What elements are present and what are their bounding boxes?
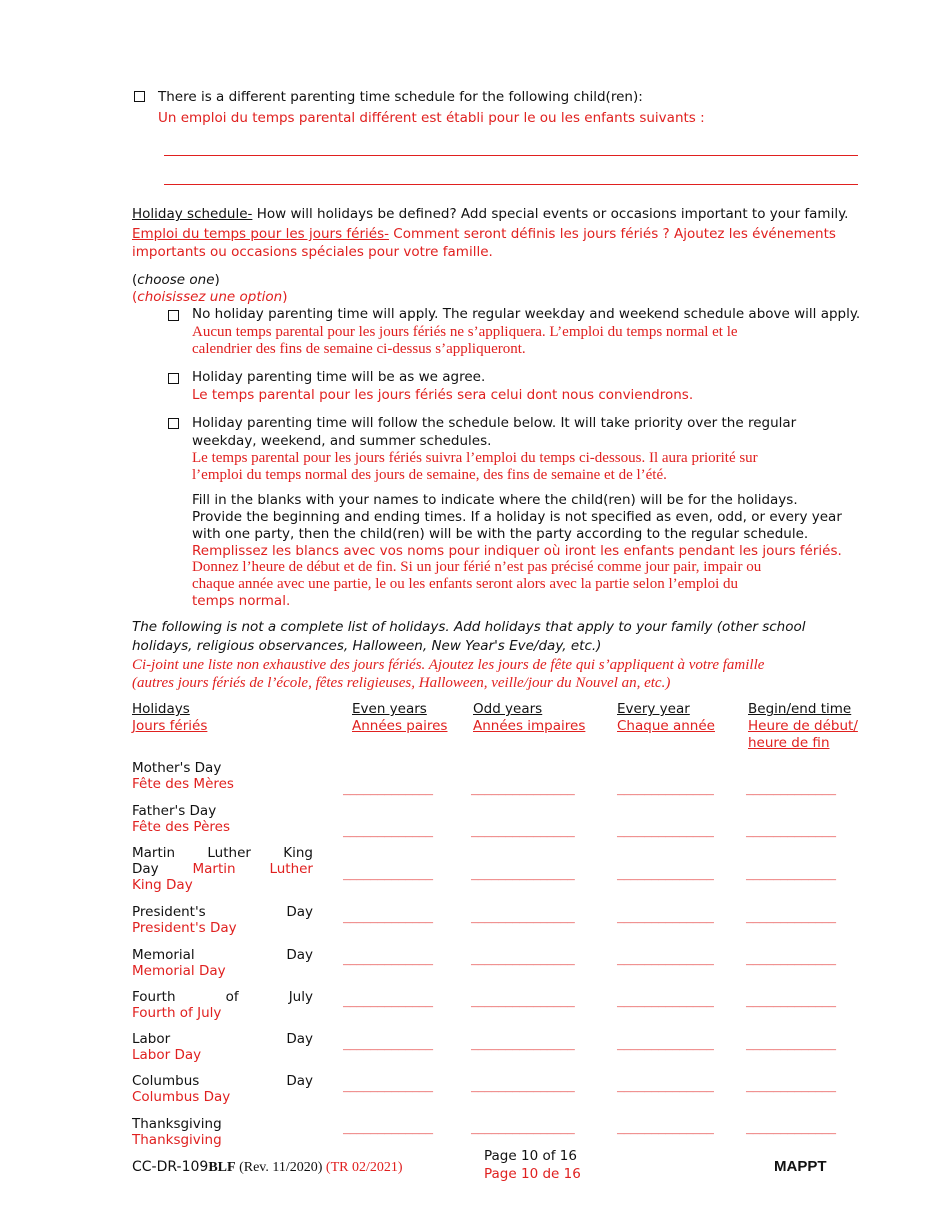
every-year-blank[interactable]: ______________ bbox=[617, 912, 714, 926]
holiday-name-suffix: Day bbox=[286, 947, 313, 963]
holiday-name bbox=[132, 989, 313, 1005]
option-as-agreed-label-fr: Le temps parental pour les jours fériés sera celui dont nous conviendrons. bbox=[192, 387, 694, 403]
holiday-name-fr-part: Luther bbox=[269, 861, 313, 877]
holiday-name bbox=[132, 845, 313, 861]
every-year-blank[interactable]: ______________ bbox=[617, 954, 714, 968]
fill-instructions-1: Fill in the blanks with your names to indicate where the child(ren) will be for the holidays. bbox=[192, 492, 798, 508]
header-even-fr: Années paires bbox=[352, 718, 448, 734]
option-as-agreed-checkbox[interactable] bbox=[168, 372, 179, 388]
holiday-name-fr: Thanksgiving bbox=[132, 1132, 222, 1148]
holiday-name-part: President's bbox=[132, 904, 206, 920]
even-years-blank[interactable]: _____________ bbox=[343, 996, 433, 1010]
fill-instructions-fr-1: Remplissez les blancs avec vos noms pour indiquer où iront les enfants pendant les jours fériés. bbox=[192, 543, 842, 559]
holiday-name-part: King bbox=[283, 845, 313, 861]
header-odd-fr: Années impaires bbox=[473, 718, 586, 734]
option-schedule-below-checkbox[interactable] bbox=[168, 417, 179, 433]
header-time-fr-2: heure de fin bbox=[748, 735, 830, 751]
begin-end-time-blank[interactable]: _____________ bbox=[746, 912, 836, 926]
header-even-years bbox=[352, 701, 447, 735]
holiday-name bbox=[132, 1073, 313, 1089]
header-holidays-en: Holidays bbox=[132, 701, 190, 717]
every-year-blank[interactable]: ______________ bbox=[617, 1123, 714, 1137]
header-every-fr: Chaque année bbox=[617, 718, 715, 734]
form-suffix: BLF bbox=[208, 1160, 236, 1175]
holiday-name-fr: Fête des Mères bbox=[132, 776, 234, 792]
choose-one: (choose one) bbox=[132, 272, 220, 288]
even-years-blank[interactable]: _____________ bbox=[343, 784, 433, 798]
header-begin-end-time bbox=[748, 701, 858, 752]
every-year-blank[interactable]: ______________ bbox=[617, 869, 714, 883]
fill-instructions-fr-4: temps normal. bbox=[192, 593, 291, 609]
option-schedule-below-label-fr-2: l’emploi du temps normal des jours de semaine, des fins de semaine et de l’été. bbox=[192, 467, 667, 483]
holiday-name: Father's Day bbox=[132, 803, 217, 819]
table-row bbox=[132, 989, 313, 1021]
holiday-name-suffix: Day bbox=[132, 861, 159, 877]
checkbox-icon[interactable] bbox=[168, 373, 179, 384]
begin-end-time-blank[interactable]: _____________ bbox=[746, 996, 836, 1010]
holiday-name: Thanksgiving bbox=[132, 1116, 222, 1132]
holiday-note-fr-1: Ci-joint une liste non exhaustive des jours fériés. Ajoutez les jours de fête qui s’appliquent à votre famille bbox=[132, 657, 765, 673]
every-year-blank[interactable]: ______________ bbox=[617, 1039, 714, 1053]
fill-instructions-fr-3: chaque année avec une partie, le ou les enfants seront alors avec la partie selon l’emploi du bbox=[192, 576, 739, 592]
checkbox-icon[interactable] bbox=[168, 418, 179, 429]
header-every-en: Every year bbox=[617, 701, 690, 717]
table-row bbox=[132, 947, 313, 979]
holiday-schedule-title: Holiday schedule- bbox=[132, 206, 253, 222]
option-no-holiday-label: No holiday parenting time will apply. The regular weekday and weekend schedule above will apply. bbox=[192, 306, 861, 322]
even-years-blank[interactable]: _____________ bbox=[343, 1039, 433, 1053]
header-time-en: Begin/end time bbox=[748, 701, 852, 717]
holiday-name-part: Labor bbox=[132, 1031, 171, 1047]
footer-form-id bbox=[132, 1159, 403, 1176]
fill-instructions-2: Provide the beginning and ending times. If a holiday is not specified as even, odd, or every year bbox=[192, 509, 842, 525]
holiday-schedule-heading-fr bbox=[132, 226, 836, 242]
holiday-schedule-title-fr: Emploi du temps pour les jours fériés- bbox=[132, 226, 389, 242]
begin-end-time-blank[interactable]: _____________ bbox=[746, 1081, 836, 1095]
form-code: MAPPT bbox=[774, 1158, 827, 1175]
table-row bbox=[132, 904, 313, 936]
table-row bbox=[132, 1116, 222, 1148]
even-years-blank[interactable]: _____________ bbox=[343, 1081, 433, 1095]
odd-years-blank[interactable]: _______________ bbox=[471, 1123, 575, 1137]
option-schedule-below-label-fr-1: Le temps parental pour les jours fériés suivra l’emploi du temps ci-dessous. Il aura priorité sur bbox=[192, 450, 758, 466]
holiday-name-fr: Memorial Day bbox=[132, 963, 226, 979]
begin-end-time-blank[interactable]: _____________ bbox=[746, 784, 836, 798]
every-year-blank[interactable]: ______________ bbox=[617, 1081, 714, 1095]
odd-years-blank[interactable]: _______________ bbox=[471, 784, 575, 798]
choose-one-fr: (choisissez une option) bbox=[132, 289, 288, 305]
page-number: Page 10 of 16 bbox=[484, 1148, 577, 1164]
holiday-name-part: Memorial bbox=[132, 947, 195, 963]
begin-end-time-blank[interactable]: _____________ bbox=[746, 1039, 836, 1053]
checkbox-icon[interactable] bbox=[134, 91, 145, 102]
holiday-name-fr: Fête des Pères bbox=[132, 819, 230, 835]
even-years-blank[interactable]: _____________ bbox=[343, 912, 433, 926]
odd-years-blank[interactable]: _______________ bbox=[471, 869, 575, 883]
choose-one-text: choose one bbox=[137, 272, 215, 288]
holiday-schedule-heading bbox=[132, 206, 848, 222]
even-years-blank[interactable]: _____________ bbox=[343, 869, 433, 883]
choose-one-text-fr: choisissez une option bbox=[137, 289, 283, 305]
begin-end-time-blank[interactable]: _____________ bbox=[746, 826, 836, 840]
header-holidays bbox=[132, 701, 207, 735]
holiday-name-part: Martin bbox=[132, 845, 176, 861]
every-year-blank[interactable]: ______________ bbox=[617, 784, 714, 798]
holiday-name-suffix: Day bbox=[286, 904, 313, 920]
table-row bbox=[132, 803, 230, 835]
header-holidays-fr: Jours fériés bbox=[132, 718, 208, 734]
holiday-name-part: of bbox=[225, 989, 239, 1005]
form-translation-revision: (TR 02/2021) bbox=[325, 1160, 403, 1175]
every-year-blank[interactable]: ______________ bbox=[617, 996, 714, 1010]
option-as-agreed-label: Holiday parenting time will be as we agree. bbox=[192, 369, 486, 385]
holiday-name-suffix: Day bbox=[286, 1073, 313, 1089]
header-odd-en: Odd years bbox=[473, 701, 543, 717]
form-revision: (Rev. 11/2020) bbox=[235, 1160, 326, 1175]
odd-years-blank[interactable]: _______________ bbox=[471, 1039, 575, 1053]
holiday-name-suffix: July bbox=[288, 989, 313, 1005]
holiday-name-part: Columbus bbox=[132, 1073, 200, 1089]
children-input-line-2[interactable] bbox=[164, 184, 858, 185]
option-schedule-below-label-1: Holiday parenting time will follow the schedule below. It will take priority over the regular bbox=[192, 415, 797, 431]
different-schedule-label: There is a different parenting time schedule for the following child(ren): bbox=[158, 89, 643, 105]
page-number-fr: Page 10 de 16 bbox=[484, 1166, 581, 1182]
holiday-name-fr: President's Day bbox=[132, 920, 237, 936]
odd-years-blank[interactable]: _______________ bbox=[471, 954, 575, 968]
header-every-year bbox=[617, 701, 715, 735]
holiday-name bbox=[132, 947, 313, 963]
fill-instructions-fr-2: Donnez l’heure de début et de fin. Si un jour férié n’est pas précisé comme jour pair, impair ou bbox=[192, 559, 762, 575]
header-time-fr-1: Heure de début/ bbox=[748, 718, 858, 734]
header-odd-years bbox=[473, 701, 585, 735]
begin-end-time-blank[interactable]: _____________ bbox=[746, 869, 836, 883]
begin-end-time-blank[interactable]: _____________ bbox=[746, 1123, 836, 1137]
different-schedule-checkbox[interactable] bbox=[134, 90, 145, 106]
odd-years-blank[interactable]: _______________ bbox=[471, 826, 575, 840]
holiday-name-part: Fourth bbox=[132, 989, 176, 1005]
option-schedule-below-label-2: weekday, weekend, and summer schedules. bbox=[192, 433, 492, 449]
odd-years-blank[interactable]: _______________ bbox=[471, 996, 575, 1010]
holiday-name: Mother's Day bbox=[132, 760, 222, 776]
holiday-name-line-2 bbox=[132, 861, 313, 877]
holiday-name-fr: Labor Day bbox=[132, 1047, 202, 1063]
checkbox-icon[interactable] bbox=[168, 310, 179, 321]
holiday-name-suffix: Day bbox=[286, 1031, 313, 1047]
table-row bbox=[132, 845, 313, 893]
table-row bbox=[132, 1031, 313, 1063]
holiday-name-part: Luther bbox=[207, 845, 251, 861]
holiday-schedule-question-fr-2: importants ou occasions spéciales pour votre famille. bbox=[132, 244, 493, 260]
holiday-name-fr: Columbus Day bbox=[132, 1089, 231, 1105]
option-no-holiday-label-fr-2: calendrier des fins de semaine ci-dessus s’appliqueront. bbox=[192, 341, 526, 357]
holiday-name-fr: Fourth of July bbox=[132, 1005, 222, 1021]
option-no-holiday-label-fr-1: Aucun temps parental pour les jours fériés ne s’appliquera. L’emploi du temps normal et le bbox=[192, 324, 738, 340]
even-years-blank[interactable]: _____________ bbox=[343, 954, 433, 968]
holiday-name bbox=[132, 1031, 313, 1047]
different-schedule-label-fr: Un emploi du temps parental différent est établi pour le ou les enfants suivants : bbox=[158, 110, 705, 126]
begin-end-time-blank[interactable]: _____________ bbox=[746, 954, 836, 968]
holiday-note-1: The following is not a complete list of holidays. Add holidays that apply to your family (other school bbox=[132, 619, 806, 635]
every-year-blank[interactable]: ______________ bbox=[617, 826, 714, 840]
table-row bbox=[132, 760, 234, 792]
even-years-blank[interactable]: _____________ bbox=[343, 826, 433, 840]
holiday-name-fr: King Day bbox=[132, 877, 193, 893]
even-years-blank[interactable]: _____________ bbox=[343, 1123, 433, 1137]
odd-years-blank[interactable]: _______________ bbox=[471, 1081, 575, 1095]
children-input-line-1[interactable] bbox=[164, 155, 858, 156]
holiday-schedule-question: How will holidays be defined? Add special events or occasions important to your family. bbox=[252, 206, 849, 222]
holiday-name bbox=[132, 904, 313, 920]
holiday-name-fr-part: Martin bbox=[192, 861, 236, 877]
table-row bbox=[132, 1073, 313, 1105]
fill-instructions-3: with one party, then the child(ren) will be with the party according to the regular schedule. bbox=[192, 526, 809, 542]
odd-years-blank[interactable]: _______________ bbox=[471, 912, 575, 926]
holiday-note-fr-2: (autres jours fériés de l’école, fêtes religieuses, Halloween, veille/jour du Nouvel an, etc.) bbox=[132, 675, 671, 691]
form-number: CC-DR-109 bbox=[132, 1159, 209, 1175]
option-no-holiday-checkbox[interactable] bbox=[168, 309, 179, 325]
holiday-note-2: holidays, religious observances, Halloween, New Year's Eve/day, etc.) bbox=[132, 638, 602, 654]
header-even-en: Even years bbox=[352, 701, 427, 717]
holiday-schedule-question-fr: Comment seront définis les jours fériés ? Ajoutez les événements bbox=[388, 226, 836, 242]
